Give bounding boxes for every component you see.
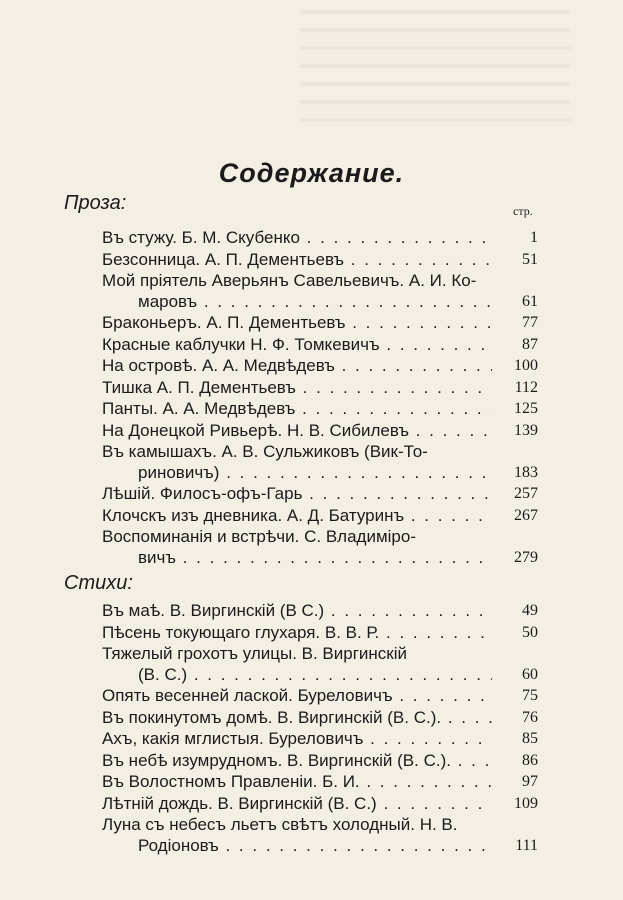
prose-entry-text: Въ стужу. Б. М. Скубенко . .: [102, 228, 538, 248]
poems-entry: [102, 601, 538, 622]
poems-entry-page: 85: [492, 729, 538, 749]
poems-entry: [102, 729, 538, 750]
prose-entry-text: Панты. А. А. Медвѣдевъ . .: [102, 399, 538, 419]
poems-entry: [102, 772, 538, 793]
prose-entry: [102, 378, 538, 399]
poems-entry-text: (В. С.) . .: [102, 665, 538, 685]
prose-entry: [102, 527, 538, 568]
prose-entry-page: 87: [492, 335, 538, 355]
prose-entry-text: вичъ . .: [102, 548, 538, 568]
poems-entry: [102, 623, 538, 644]
prose-entry: [102, 484, 538, 505]
prose-entry-text: Въ камышахъ. А. В. Сульжиковъ (Вик-То-: [102, 442, 428, 461]
poems-entry-page: 109: [492, 794, 538, 814]
prose-entry-page: 279: [492, 548, 538, 568]
poems-entry: [102, 751, 538, 772]
prose-entry-text: Красные каблучки Н. Ф. Томкевичъ . .: [102, 335, 538, 355]
prose-entry-page: 100: [492, 356, 538, 376]
poems-entry-page: 76: [492, 708, 538, 728]
prose-entry-page: 257: [492, 484, 538, 504]
prose-entry-page: 51: [492, 250, 538, 270]
poems-entry: [102, 794, 538, 815]
prose-entry-text: На островѣ. А. А. Медвѣдевъ . .: [102, 356, 538, 376]
prose-entry-text: Мой пріятель Аверьянъ Савельевичъ. А. И. Ко-: [102, 271, 477, 290]
poems-heading: Стихи:: [64, 572, 133, 594]
prose-entry: [102, 335, 538, 356]
prose-entry-text: маровъ . .: [102, 292, 538, 312]
poems-entry-page: 111: [492, 836, 538, 856]
prose-entry: [102, 228, 538, 249]
prose-entry-text: Браконьеръ. А. П. Дементьевъ . .: [102, 313, 538, 333]
prose-entry-text: Клочскъ изъ дневника. А. Д. Батуринъ . .: [102, 506, 538, 526]
prose-entry: [102, 271, 538, 312]
poems-entry-page: 75: [492, 686, 538, 706]
poems-entry-text: Пѣсень токующаго глухаря. В. В. Р. . .: [102, 623, 538, 643]
poems-entry-text: Родіоновъ . .: [102, 836, 538, 856]
prose-entry-page: 61: [492, 292, 538, 312]
prose-entry-text: Лѣшій. Филосъ-офъ-Гарь . .: [102, 484, 538, 504]
poems-entry-page: 50: [492, 623, 538, 643]
poems-entry-text: Въ покинутомъ домѣ. В. Виргинскій (В. С.). . .: [102, 708, 538, 728]
prose-entry: [102, 506, 538, 527]
poems-entry: [102, 686, 538, 707]
poems-entry-text: Опять весенней лаской. Буреловичъ . .: [102, 686, 538, 706]
prose-entry: [102, 442, 538, 483]
prose-entry-page: 112: [492, 378, 538, 398]
poems-entry-text: Луна съ небесъ льетъ свѣтъ холодный. Н. В.: [102, 815, 458, 834]
prose-entry-text: Тишка А. П. Дементьевъ . .: [102, 378, 538, 398]
prose-entry-page: 267: [492, 506, 538, 526]
poems-entry-page: 49: [492, 601, 538, 621]
page-column-label: стр.: [513, 204, 533, 218]
prose-entry: [102, 421, 538, 442]
poems-entry-text: Въ маѣ. В. Виргинскій (В С.) . .: [102, 601, 538, 621]
poems-entry-text: Тяжелый грохотъ улицы. В. Виргинскій: [102, 644, 408, 663]
prose-entry: [102, 399, 538, 420]
poems-entry-text: Лѣтній дождь. В. Виргинскій (В. С.) . .: [102, 794, 538, 814]
poems-entry: [102, 815, 538, 856]
poems-entry-page: 97: [492, 772, 538, 792]
poems-entry-text: Въ небѣ изумрудномъ. В. Виргинскій (В. С.). . .: [102, 751, 538, 771]
prose-entry-page: 183: [492, 463, 538, 483]
poems-entry: [102, 708, 538, 729]
prose-entry: [102, 356, 538, 377]
poems-entry-page: 60: [492, 665, 538, 685]
prose-entry-page: 77: [492, 313, 538, 333]
page-title: Содержание.: [218, 158, 405, 188]
poems-entry-page: 86: [492, 751, 538, 771]
prose-entry-text: На Донецкой Ривьерѣ. Н. В. Сибилевъ . .: [102, 421, 538, 441]
prose-entry-page: 139: [492, 421, 538, 441]
prose-entry-text: Безсонница. А. П. Дементьевъ . .: [102, 250, 538, 270]
poems-entry: [102, 644, 538, 685]
prose-entry-text: Воспоминанія и встрѣчи. С. Владиміро-: [102, 527, 416, 546]
prose-entry-text: риновичъ) . .: [102, 463, 538, 483]
prose-entry: [102, 250, 538, 271]
prose-heading: Проза:: [64, 192, 127, 214]
prose-entry-page: 125: [492, 399, 538, 419]
prose-entry-page: 1: [492, 228, 538, 248]
poems-entry-text: Ахъ, какія мглистыя. Буреловичъ . .: [102, 729, 538, 749]
poems-entry-text: Въ Волостномъ Правленіи. Б. И. . .: [102, 772, 538, 792]
prose-entry: [102, 313, 538, 334]
